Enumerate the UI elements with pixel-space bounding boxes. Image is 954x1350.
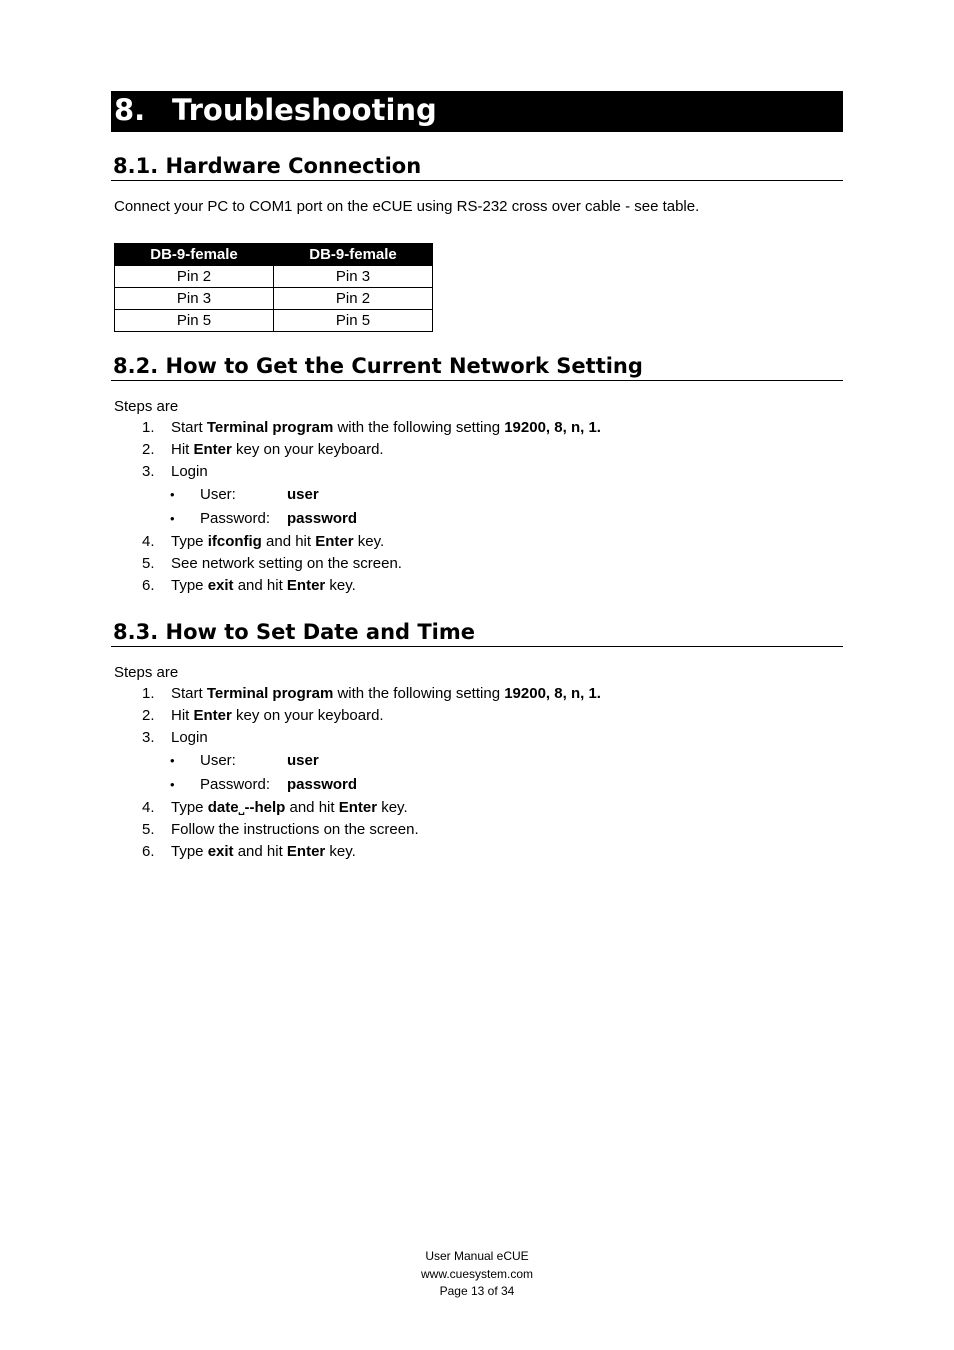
step-number: 6. [142,843,155,860]
step-text-run: Start [171,685,207,702]
step-number: 4. [142,533,155,550]
step-text-run: key. [353,533,385,550]
table-cell: Pin 2 [274,288,433,310]
section-heading-network: 8.2. How to Get the Current Network Setting [111,352,843,381]
step-text [171,439,384,461]
table-header-row [115,244,433,266]
login-label: Password: [200,776,271,793]
step-text-run: key. [377,799,408,816]
step-emphasis: Enter [338,799,378,816]
section-heading-datetime: 8.3. How to Set Date and Time [111,618,843,647]
step-emphasis: Enter [286,577,326,594]
step-number: 5. [142,821,155,838]
step-text-run: See network setting on the screen. [171,555,402,572]
step-text-run: Hit [171,707,194,724]
step-text-run: Type [171,533,208,550]
step-text-run: Hit [171,441,194,458]
step-text [171,841,356,863]
step-text-run: with the following setting [333,685,505,702]
step-number: 6. [142,577,155,594]
table-cell: Pin 3 [274,266,433,288]
chapter-title: Troubleshooting [172,93,437,127]
login-value: password [287,510,358,527]
step-emphasis: Enter [315,533,354,550]
step-emphasis: exit [207,577,234,594]
table-cell: Pin 5 [115,310,274,332]
footer-manual-title: User Manual eCUE [425,1249,529,1263]
step-text [171,553,402,575]
table-cell: Pin 3 [115,288,274,310]
footer-website: www.cuesystem.com [420,1266,534,1281]
step-text [171,819,419,841]
table-cell: Pin 2 [115,266,274,288]
step-emphasis: ifconfig [207,533,262,550]
step-number: 4. [142,799,155,816]
chapter-number: 8. [114,93,146,127]
login-value: password [287,776,358,793]
step-text-run: and hit [285,799,339,816]
bullet-icon: • [170,753,175,768]
step-text-run: with the following setting [333,419,505,436]
step-text-run: Follow the instructions on the screen. [171,821,419,838]
step-text [171,683,601,705]
step-number: 3. [142,463,155,480]
step-emphasis: Terminal program [206,685,334,702]
table-row [115,266,433,288]
step-text-run: Start [171,419,207,436]
step-number: 1. [142,419,155,436]
step-text-run: Type [171,577,208,594]
step-text [171,417,601,439]
step-text-run: Login [171,463,208,480]
step-text-run: Login [171,729,208,746]
bullet-icon: • [170,487,175,502]
login-value: user [287,486,319,503]
step-number: 1. [142,685,155,702]
step-emphasis: 19200, 8, n, 1. [504,419,601,436]
step-text-run: Type [171,799,208,816]
hardware-intro: Connect your PC to COM1 port on the eCUE using RS-232 cross over cable - see table. [114,198,700,215]
step-emphasis: Enter [193,441,232,458]
login-label: User: [200,752,236,769]
table-cell: Pin 5 [274,310,433,332]
chapter-heading [111,91,843,132]
steps-lead: Steps are [114,398,179,415]
step-number: 5. [142,555,155,572]
step-emphasis: Enter [286,843,326,860]
step-emphasis: date˽--help [207,799,286,816]
login-label: User: [200,486,236,503]
login-value: user [287,752,319,769]
step-text [171,797,408,819]
table-row [115,288,433,310]
bullet-icon: • [170,511,175,526]
footer-page-number: Page 13 of 34 [439,1284,515,1298]
table-row [115,310,433,332]
step-emphasis: 19200, 8, n, 1. [504,685,601,702]
step-text-run: Type [171,843,208,860]
step-emphasis: Enter [193,707,232,724]
step-number: 2. [142,441,155,458]
page-footer [0,1248,954,1301]
step-text-run: and hit [233,843,287,860]
section-heading-hardware: 8.1. Hardware Connection [111,152,843,181]
steps-lead: Steps are [114,664,179,681]
step-emphasis: exit [207,843,234,860]
step-text-run: key on your keyboard. [231,441,384,458]
step-text-run: key. [325,843,356,860]
login-label: Password: [200,510,271,527]
bullet-icon: • [170,777,175,792]
step-text-run: and hit [233,577,287,594]
step-text [171,575,356,597]
pin-table [114,243,433,332]
step-emphasis: Terminal program [206,419,334,436]
step-text [171,727,208,749]
step-text-run: and hit [261,533,316,550]
table-header-cell: DB-9-female [115,244,274,266]
step-text-run: key on your keyboard. [231,707,384,724]
step-number: 2. [142,707,155,724]
step-text-run: key. [325,577,356,594]
step-text [171,531,384,553]
step-number: 3. [142,729,155,746]
step-text [171,705,384,727]
step-text [171,461,208,483]
table-header-cell: DB-9-female [274,244,433,266]
